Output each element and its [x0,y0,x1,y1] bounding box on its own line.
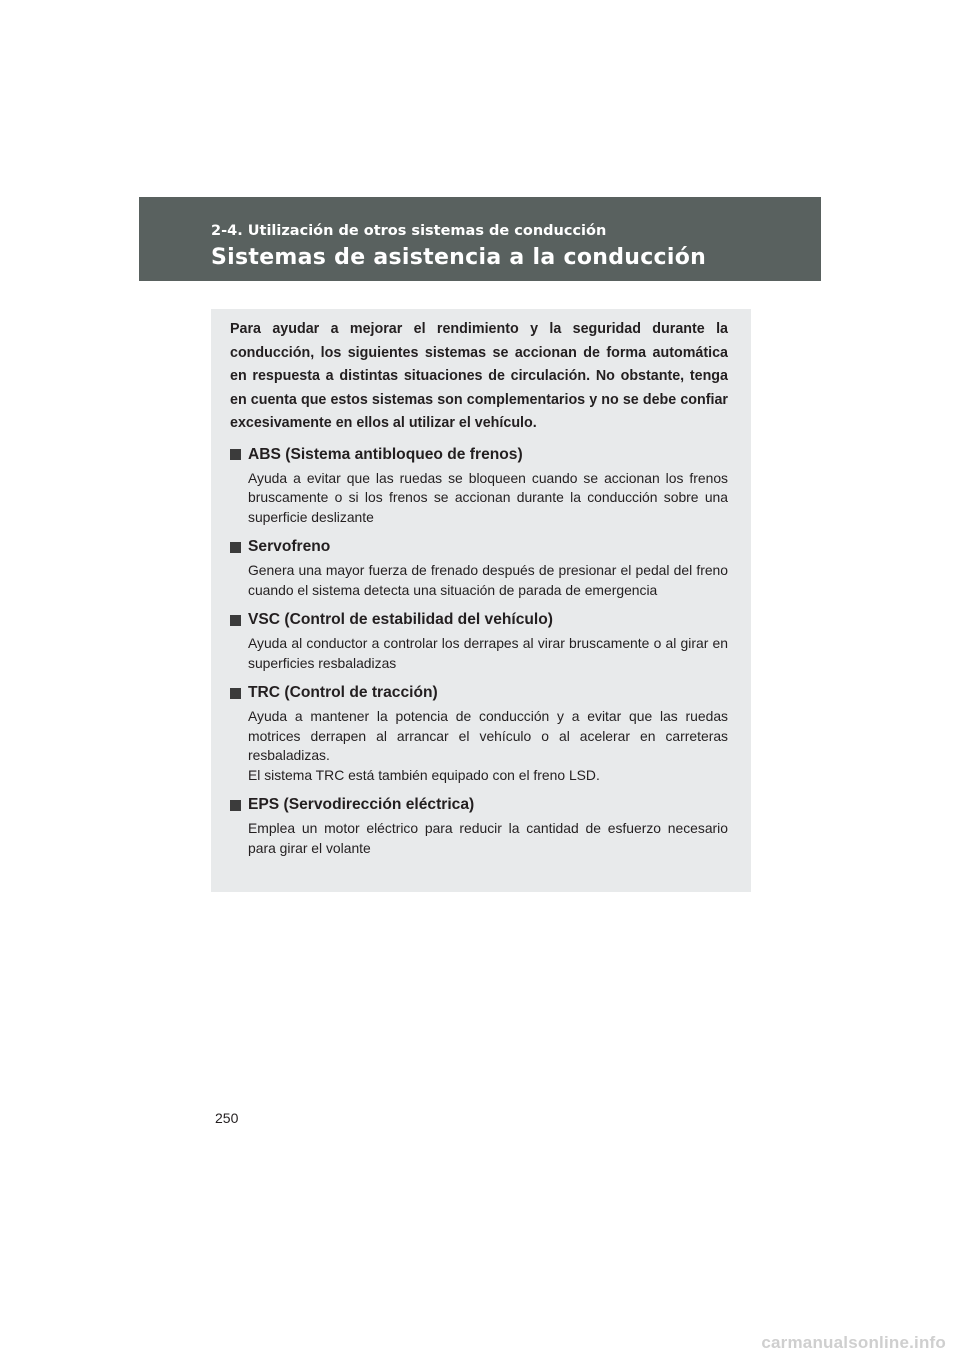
item-title: ABS (Sistema antibloqueo de frenos) [248,445,523,463]
list-item [230,794,728,858]
square-bullet-icon [230,542,241,553]
item-title: TRC (Control de tracción) [248,684,438,701]
item-description [248,469,728,528]
item-title: VSC (Control de estabilidad del vehículo) [248,611,553,628]
item-heading [230,609,728,631]
item-heading [230,794,728,816]
page-title: Sistemas de asistencia a la conducción [211,245,707,270]
item-text: Ayuda al conductor a controlar los derrapes al virar bruscamente o al girar en superficies resbaladizas [248,635,728,671]
square-bullet-icon [230,800,241,811]
list-item [230,609,728,673]
watermark[interactable]: carmanualsonline.info [761,1333,946,1352]
item-description [248,634,728,673]
header-band [139,197,821,281]
item-text: Genera una mayor fuerza de frenado después de presionar el pedal del freno cuando el sistema detecta una situación de parada de emergencia [248,562,728,598]
item-text: Ayuda a mantener la potencia de conducción y a evitar que las ruedas motrices derrapen al arrancar el vehículo o al acelerar en carreteras resbaladizas. [248,708,728,763]
item-title: Servofreno [248,538,331,555]
section-label: 2-4. Utilización de otros sistemas de conducción [211,223,607,239]
square-bullet-icon [230,449,241,460]
list-item [230,536,728,600]
item-title: EPS (Servodirección eléctrica) [248,796,475,813]
item-text: Ayuda a evitar que las ruedas se bloqueen cuando se accionan los frenos bruscamente o si los frenos se accionan durante la conducción sobre una superficie deslizante [248,469,728,525]
content-box [211,309,751,892]
item-description [248,819,728,858]
item-description [248,561,728,600]
item-text-note: El sistema TRC está también equipado con el freno LSD. [248,766,600,783]
list-item [230,682,728,785]
square-bullet-icon [230,615,241,626]
item-text: Emplea un motor eléctrico para reducir la cantidad de esfuerzo necesario para girar el volante [248,820,728,856]
list-item [230,444,728,528]
item-heading [230,682,728,704]
intro-paragraph: Para ayudar a mejorar el rendimiento y la seguridad durante la conducción, los siguientes sistemas se accionan de forma automática en respuesta a distintas situaciones de circulación. No obstante, tenga en cuenta que estos sistemas son complementarios y no se debe confiar excesivamente en ellos al utilizar el vehículo. [230,321,728,431]
item-heading [230,536,728,558]
page-number: 250 [215,1110,239,1126]
item-description [248,707,728,785]
item-heading [230,444,728,466]
square-bullet-icon [230,688,241,699]
